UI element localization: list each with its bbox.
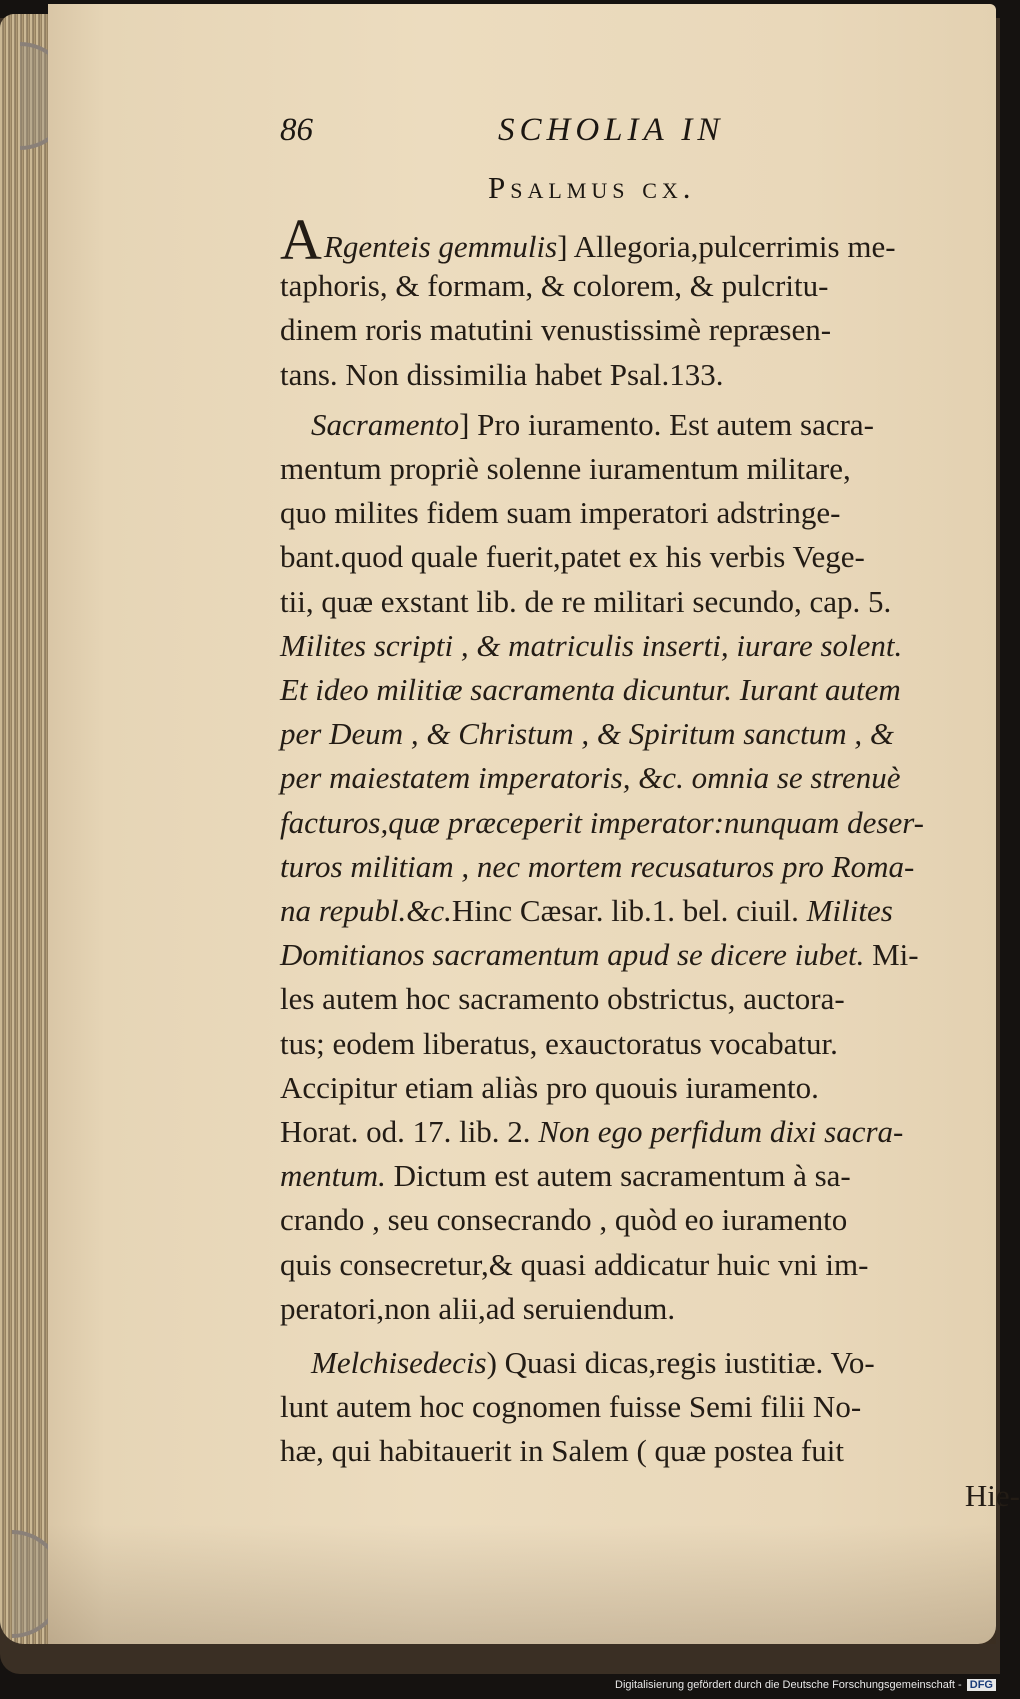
text-run: Mi- (864, 937, 919, 973)
footer-credit (615, 1679, 996, 1691)
text-run: les autem hoc sacramento obstrictus, auctora- (280, 981, 845, 1017)
dfg-logo: DFG (967, 1679, 996, 1691)
text-run: ] Pro iuramento. Est autem sacra- (459, 406, 875, 442)
italic-run: Milites scripti , & matriculis inserti, iurare solent. (280, 627, 903, 663)
text-line (280, 756, 901, 800)
text-run (280, 407, 311, 442)
text-run: hæ, qui habitauerit in Salem ( quæ postea fuit (280, 1433, 844, 1469)
text-run (280, 1345, 311, 1380)
text-line (280, 712, 894, 756)
text-line (280, 624, 902, 668)
italic-run: mentum. (280, 1158, 386, 1194)
italic-run: Sacramento (311, 406, 460, 442)
text-run: peratori,non alii,ad seruiendum. (280, 1290, 676, 1326)
italic-run: na republ.&c. (280, 893, 452, 928)
text-line (280, 207, 896, 272)
text-line (280, 1243, 868, 1287)
text-line (280, 403, 874, 447)
text-run: ) Quasi dicas,regis iustitiæ. Vo- (486, 1345, 875, 1380)
italic-run: Rgenteis gemmulis (323, 229, 558, 264)
italic-run: per Deum , & Christum , & Spiritum sanctum , & (280, 716, 894, 752)
text-run: Dictum est autem sacramentum à sa- (385, 1158, 851, 1194)
italic-run: Et ideo militiæ sacramenta dicuntur. Iurant autem (280, 672, 901, 707)
text-run: tans. Non dissimilia habet Psal.133. (280, 356, 724, 392)
text-run: tus; eodem liberatus, exauctoratus vocabatur. (280, 1025, 838, 1061)
text-line (280, 308, 831, 352)
text-line (280, 1287, 675, 1331)
text-run: Hinc Cæsar. lib.1. bel. ciuil. (451, 893, 807, 928)
running-head (280, 112, 800, 158)
drop-cap: A (280, 207, 322, 272)
text-line (280, 491, 840, 535)
text-run: lunt autem hoc cognomen fuisse Semi filii No- (280, 1389, 862, 1425)
text-line (280, 1110, 903, 1154)
text-line (280, 1429, 844, 1473)
text-line (965, 1474, 1020, 1518)
text-line (280, 353, 723, 397)
text-run: mentum propriè solenne iuramentum militare, (280, 451, 851, 486)
text-line (280, 801, 924, 845)
text-run: Hie- (964, 1477, 1020, 1513)
text-run: Accipitur etiam aliàs pro quouis iuramento. (280, 1069, 819, 1105)
text-run: quis consecretur,& quasi addicatur huic vni im- (280, 1246, 869, 1282)
text-line (280, 1066, 819, 1110)
text-line (280, 264, 828, 308)
text-line (280, 977, 845, 1021)
italic-run: turos militiam , nec mortem recusaturos pro Roma- (280, 848, 915, 884)
text-line (280, 1385, 861, 1429)
italic-run: facturos,quæ præceperit imperator:nunquam deser- (280, 804, 925, 840)
section-title: Psalmus cx. (488, 170, 696, 205)
italic-run: Milites (806, 893, 893, 928)
text-line (280, 845, 914, 889)
text-line (280, 1198, 847, 1242)
text-run: Horat. od. 17. lib. 2. (280, 1114, 539, 1149)
text-line (280, 580, 891, 624)
italic-run: Domitianos sacramentum apud se dicere iubet. (280, 937, 865, 973)
text-line (280, 933, 919, 977)
text-run: quo milites fidem suam imperatori adstringe- (280, 495, 841, 531)
text-run: dinem roris matutini venustissimè repræsen- (280, 312, 832, 348)
text-line (280, 1154, 851, 1198)
text-run: taphoris, & formam, & colorem, & pulcritu- (280, 268, 829, 304)
italic-run: Non ego perfidum dixi sacra- (538, 1114, 904, 1149)
text-line (280, 889, 893, 933)
italic-run: per maiestatem imperatoris, &c. omnia se strenuè (280, 760, 901, 796)
text-line (280, 668, 901, 712)
italic-run: Melchisedecis (311, 1345, 487, 1380)
text-run: bant.quod quale fuerit,patet ex his verbis Vege- (280, 539, 865, 575)
text-line (280, 447, 851, 491)
text-run: crando , seu consecrando , quòd eo iuramento (280, 1202, 848, 1238)
page-number: 86 (280, 112, 313, 148)
text-run: ] Allegoria,pulcerrimis me- (557, 229, 896, 264)
running-title: SCHOLIA IN (498, 112, 725, 148)
text-run: tii, quæ exstant lib. de re militari secundo, cap. 5. (280, 583, 892, 619)
book-page (48, 4, 1020, 1644)
page-fore-edge (0, 14, 52, 1644)
text-line (280, 1341, 875, 1385)
footer-text: Digitalisierung gefördert durch die Deutsche Forschungsgemeinschaft - (615, 1679, 962, 1691)
text-line (280, 1022, 838, 1066)
text-line (280, 535, 865, 579)
